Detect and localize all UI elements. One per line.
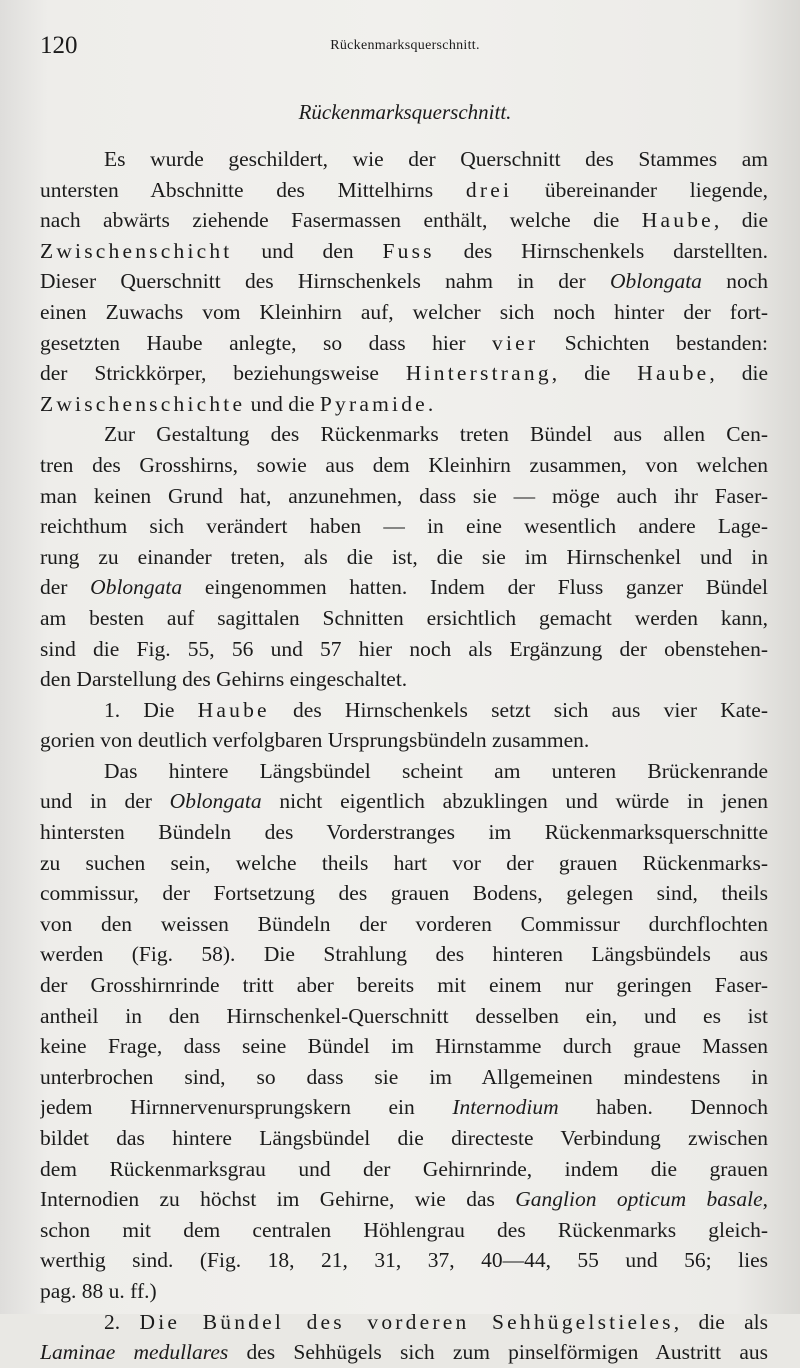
text-run: Zur Gestaltung des Rückenmarks treten Bündel aus allen Cen- bbox=[104, 422, 768, 447]
text-run: man keinen Grund hat, anzunehmen, dass sie — möge auch ihr Faser- bbox=[40, 483, 768, 508]
text-run: hintersten Bündeln des Vorderstranges im Rückenmarksquerschnitte bbox=[40, 820, 768, 845]
text-line bbox=[40, 1001, 768, 1032]
text-run: gorien von deutlich verfolgbaren Ursprungsbündeln zusammen. bbox=[40, 728, 590, 753]
text-run: . bbox=[427, 391, 434, 416]
text-run: einen Zuwachs vom Kleinhirn auf, welcher sich noch hinter der fort- bbox=[40, 299, 768, 324]
text-run: von den weissen Bündeln der vorderen Commissur durchflochten bbox=[40, 911, 768, 936]
text-run: commissur, der Fortsetzung des grauen Bodens, gelegen sind, theils bbox=[40, 881, 768, 906]
text-line bbox=[40, 603, 768, 634]
text-run: Das hintere Längsbündel scheint am unteren Brückenrande bbox=[104, 758, 768, 783]
text-line bbox=[40, 175, 768, 206]
text-line bbox=[40, 511, 768, 542]
italic-term: Oblongata bbox=[609, 269, 702, 294]
text-line bbox=[40, 450, 768, 481]
text-line bbox=[40, 848, 768, 879]
text-line bbox=[40, 358, 768, 389]
text-run: noch bbox=[701, 269, 768, 294]
text-line bbox=[40, 939, 768, 970]
text-line bbox=[40, 328, 768, 359]
text-run: und den bbox=[232, 238, 383, 263]
text-run: reichthum sich verändert haben — in eine wesentlich andere Lage- bbox=[40, 514, 768, 539]
text-run: haben. Dennoch bbox=[558, 1095, 768, 1120]
text-run: untersten Abschnitte des Mittelhirns bbox=[40, 177, 466, 202]
text-run: , die bbox=[713, 208, 768, 233]
text-line bbox=[40, 786, 768, 817]
text-run: der bbox=[40, 575, 91, 600]
spaced-term: Hinterstrang bbox=[405, 361, 552, 386]
text-run: übereinander liegende, bbox=[512, 177, 768, 202]
text-line bbox=[40, 144, 768, 175]
text-line bbox=[40, 205, 768, 236]
text-run: und die bbox=[245, 391, 320, 416]
text-run: der Strickkörper, beziehungsweise bbox=[40, 361, 406, 386]
text-run: werthig sind. (Fig. 18, 21, 31, 37, 40—44, 55 und 56; lies bbox=[40, 1248, 768, 1273]
text-run: rung zu einander treten, als die ist, die sie im Hirnschenkel und in bbox=[40, 544, 768, 569]
section-heading: Rückenmarksquerschnitt. bbox=[298, 100, 512, 124]
text-line bbox=[40, 389, 768, 420]
text-line bbox=[40, 572, 768, 603]
spaced-term: Haube bbox=[641, 208, 714, 233]
text-run: keine Frage, dass seine Bündel im Hirnstamme durch graue Massen bbox=[40, 1034, 768, 1059]
text-line bbox=[40, 236, 768, 267]
text-line bbox=[40, 695, 768, 726]
text-run: eingenommen hatten. Indem der Fluss ganzer Bündel bbox=[182, 575, 768, 600]
text-line bbox=[40, 725, 768, 756]
text-run: sind die Fig. 55, 56 und 57 hier noch als Ergänzung der obenstehen- bbox=[40, 636, 768, 661]
text-run: bildet das hintere Längsbündel die directeste Verbindung zwischen bbox=[40, 1126, 768, 1150]
text-line bbox=[40, 266, 768, 297]
text-run: 1. Die bbox=[104, 697, 198, 722]
italic-term: Oblongata bbox=[90, 575, 183, 600]
italic-term: Internodium bbox=[452, 1095, 559, 1120]
text-line bbox=[40, 542, 768, 573]
spaced-term: drei bbox=[465, 177, 513, 202]
text-line bbox=[40, 1337, 768, 1368]
text-line bbox=[40, 756, 768, 787]
text-line bbox=[40, 481, 768, 512]
text-run: und in der bbox=[40, 789, 170, 814]
text-run: antheil in den Hirnschenkel-Querschnitt desselben ein, und es ist bbox=[40, 1003, 768, 1028]
text-line bbox=[40, 419, 768, 450]
text-run: tren des Grosshirns, sowie aus dem Kleinhirn zusammen, von welchen bbox=[40, 452, 768, 477]
text-line bbox=[40, 1307, 768, 1338]
text-line bbox=[40, 878, 768, 909]
text-line bbox=[40, 817, 768, 848]
text-run: , die bbox=[551, 361, 638, 386]
text-run: am besten auf sagittalen Schnitten ersichtlich gemacht werden kann, bbox=[40, 605, 768, 630]
italic-term: Ganglion opticum basale bbox=[515, 1187, 763, 1212]
running-title: Rückenmarksquerschnitt. bbox=[330, 38, 480, 53]
spaced-term: vier bbox=[492, 330, 539, 355]
spaced-term: Haube bbox=[197, 697, 270, 722]
text-run: dem Rückenmarksgrau und der Gehirnrinde, indem die grauen bbox=[40, 1156, 768, 1181]
text-run: , bbox=[762, 1187, 768, 1212]
text-line bbox=[40, 1245, 768, 1276]
text-line bbox=[40, 634, 768, 665]
text-run: nicht eigentlich abzuklingen und würde in jenen bbox=[261, 789, 768, 814]
italic-term: Oblongata bbox=[169, 789, 262, 814]
spaced-term: Fuss bbox=[382, 238, 435, 263]
text-line bbox=[40, 909, 768, 940]
text-line bbox=[40, 1276, 768, 1307]
spaced-term: Zwischenschicht bbox=[40, 238, 233, 263]
text-run: Internodien zu höchst im Gehirne, wie das bbox=[40, 1187, 516, 1212]
text-run: den Darstellung des Gehirns eingeschaltet. bbox=[40, 667, 408, 692]
text-line bbox=[40, 1092, 768, 1123]
text-run: pag. 88 u. ff.) bbox=[40, 1278, 157, 1303]
text-run: gesetzten Haube anlegte, so dass hier bbox=[40, 330, 493, 355]
text-run: Schichten bestanden: bbox=[538, 330, 768, 355]
text-line bbox=[40, 1062, 768, 1093]
spaced-term: Zwischenschichte bbox=[40, 391, 246, 416]
text-line bbox=[40, 664, 768, 695]
running-header bbox=[40, 30, 770, 62]
text-run: jedem Hirnnervenursprungskern ein bbox=[40, 1095, 453, 1120]
text-run: Dieser Querschnitt des Hirnschenkels nahm in der bbox=[40, 269, 610, 294]
italic-term: Laminae medullares bbox=[40, 1340, 229, 1365]
text-run: Es wurde geschildert, wie der Querschnitt des Stammes am bbox=[104, 147, 768, 171]
text-line bbox=[40, 1215, 768, 1246]
text-line bbox=[40, 297, 768, 328]
text-run: werden (Fig. 58). Die Strahlung des hinteren Längsbündels aus bbox=[40, 942, 768, 967]
spaced-term: Die Bündel des vorderen Sehhügelstieles bbox=[139, 1309, 674, 1334]
text-run: 2. bbox=[104, 1309, 140, 1334]
body-text bbox=[40, 144, 768, 1368]
spaced-term: Pyramide bbox=[319, 391, 428, 416]
spaced-term: Haube bbox=[637, 361, 710, 386]
text-line bbox=[40, 1154, 768, 1185]
text-run: nach abwärts ziehende Fasermassen enthält, welche die bbox=[40, 208, 642, 233]
text-run: , die bbox=[709, 361, 768, 386]
page-number: 120 bbox=[40, 32, 78, 59]
text-line bbox=[40, 1031, 768, 1062]
text-run: des Hirnschenkels setzt sich aus vier Kate- bbox=[269, 697, 768, 722]
text-run: unterbrochen sind, so dass sie im Allgemeinen mindestens in bbox=[40, 1064, 768, 1089]
text-line bbox=[40, 970, 768, 1001]
text-run: der Grosshirnrinde tritt aber bereits mit einem nur geringen Faser- bbox=[40, 973, 768, 998]
text-run: , die als bbox=[673, 1309, 768, 1334]
text-run: schon mit dem centralen Höhlengrau des Rückenmarks gleich- bbox=[40, 1217, 768, 1242]
text-line bbox=[40, 1123, 768, 1154]
text-run: zu suchen sein, welche theils hart vor der grauen Rückenmarks- bbox=[40, 850, 768, 875]
text-line bbox=[40, 1184, 768, 1215]
text-run: des Sehhügels sich zum pinselförmigen Austritt aus bbox=[228, 1340, 768, 1365]
text-run: des Hirnschenkels darstellten. bbox=[434, 238, 768, 263]
